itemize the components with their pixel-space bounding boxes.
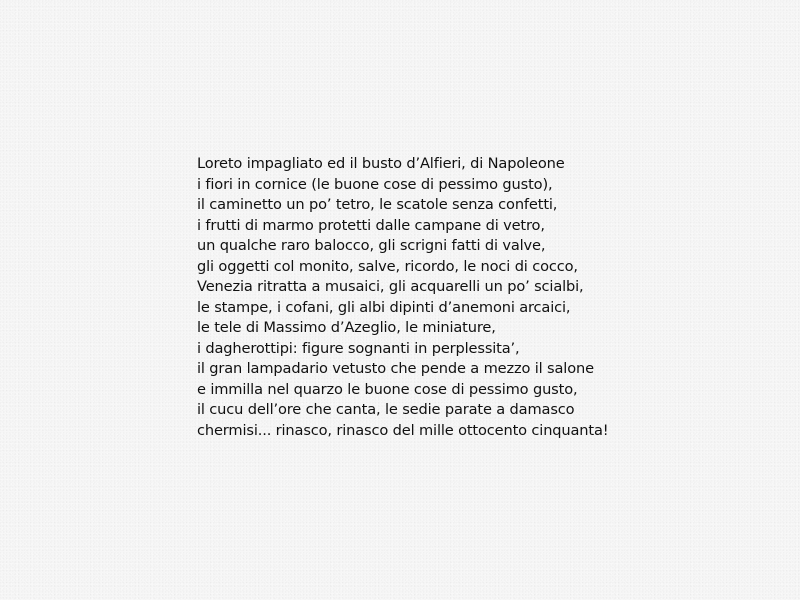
poem-line-14: chermisi... rinasco, rinasco del mille ottocento cinquanta!	[197, 421, 609, 439]
poem-line-11: il gran lampadario vetusto che pende a mezzo il salone	[197, 360, 594, 377]
poem-line-1: Loreto impagliato ed il busto d’Alfieri, di Napoleone	[197, 155, 565, 172]
poem-line-4: i frutti di marmo protetti dalle campane di vetro,	[197, 216, 545, 234]
poem-line-10: i dagherottipi: figure sognanti in perplessita’,	[197, 339, 520, 357]
poem-line-12: e immilla nel quarzo le buone cose di pessimo gusto,	[197, 380, 578, 398]
poem-line-7: Venezia ritratta a musaici, gli acquarelli un po’ scialbi,	[197, 278, 584, 295]
poem-line-2: i fiori in cornice (le buone cose di pessimo gusto),	[197, 175, 553, 193]
poem-line-8: le stampe, i cofani, gli albi dipinti d’anemoni arcaici,	[197, 298, 571, 316]
poem-line-3: il caminetto un po’ tetro, le scatole senza confetti,	[197, 196, 558, 213]
poem-text	[197, 154, 787, 441]
poem-line-9: le tele di Massimo d’Azeglio, le miniature,	[197, 319, 496, 336]
poem-line-5: un qualche raro balocco, gli scrigni fatti di valve,	[197, 237, 546, 254]
poem-line-13: il cucu dell’ore che canta, le sedie parate a damasco	[197, 401, 575, 418]
poem-line-6: gli oggetti col monito, salve, ricordo, le noci di cocco,	[197, 257, 578, 275]
